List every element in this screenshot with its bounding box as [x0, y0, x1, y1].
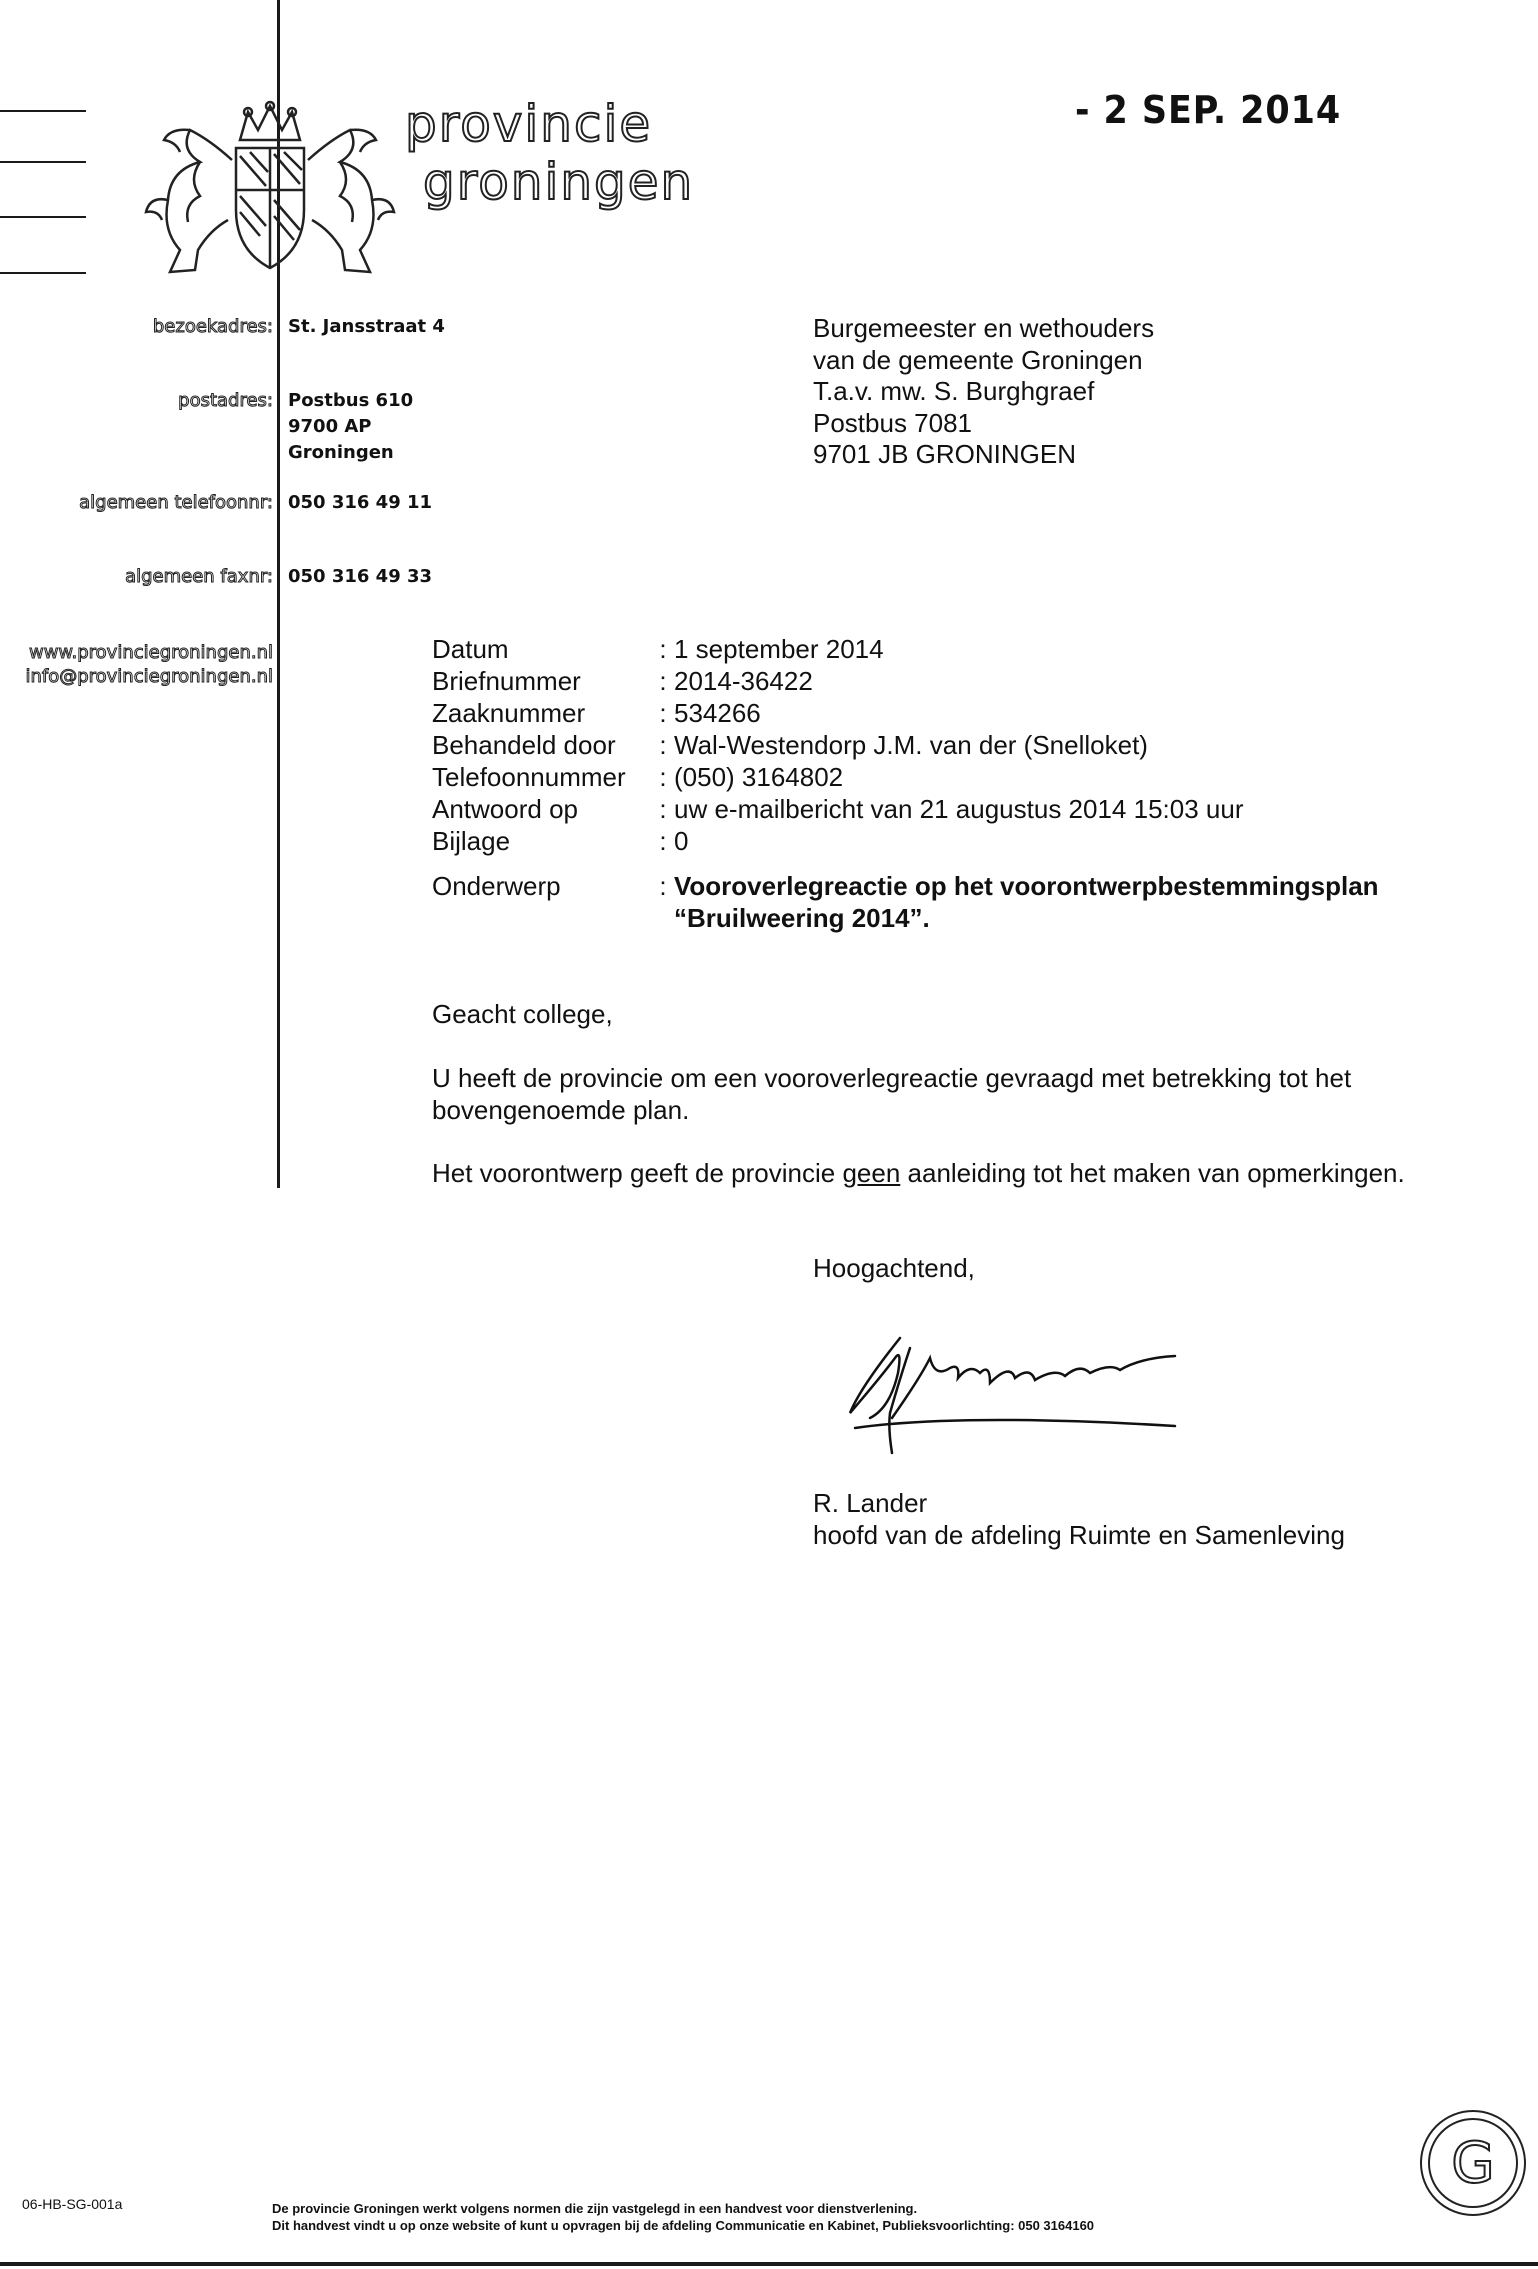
- phone-number: 050 316 49 11: [288, 492, 433, 513]
- subject-line-1: Vooroverlegreactie op het voorontwerpbestemmingsplan: [674, 871, 1379, 901]
- quality-mark-letter: G: [1451, 2131, 1495, 2196]
- meta-value: 0: [674, 826, 689, 856]
- recipient-address: [813, 313, 1154, 471]
- fold-mark: [0, 161, 86, 163]
- postal-line-2: 9700 AP: [288, 416, 372, 437]
- salutation-text: Geacht college,: [432, 999, 613, 1029]
- footer-line-1: De provincie Groningen werkt volgens normen die zijn vastgelegd in een handvest voor dienstverlening.: [272, 2201, 918, 2216]
- subject-line-2: “Bruilweering 2014”.: [674, 903, 930, 933]
- phone-label: algemeen telefoonnr:: [79, 492, 273, 513]
- recipient-line-4: Postbus 7081: [813, 407, 973, 438]
- meta-label: Zaaknummer: [432, 698, 586, 728]
- visit-address-label: bezoekadres:: [152, 316, 273, 337]
- meta-separator: :: [659, 871, 667, 901]
- meta-row: [432, 761, 1243, 793]
- coat-of-arms-icon: [140, 100, 400, 280]
- closing: [813, 1252, 975, 1284]
- meta-label: Antwoord op: [432, 794, 578, 824]
- meta-label: Behandeld door: [432, 730, 616, 760]
- meta-row: [432, 633, 1243, 665]
- meta-value: Wal-Westendorp J.M. van der (Snelloket): [674, 730, 1148, 760]
- signer-title: hoofd van de afdeling Ruimte en Samenleving: [813, 1520, 1345, 1550]
- recipient-line-1: Burgemeester en wethouders: [813, 313, 1155, 343]
- fax-value: [288, 564, 432, 590]
- meta-separator: :: [659, 794, 667, 824]
- footer-line-2: Dit handvest vindt u op onze website of kunt u opvragen bij de afdeling Communicatie en Kabinet, Publieksvoorlichting: 050 3164160: [272, 2218, 1095, 2233]
- paragraph-1: [432, 1062, 1412, 1126]
- visit-address-value: [288, 314, 445, 340]
- received-date-stamp: - 2 SEP. 2014: [1075, 88, 1342, 132]
- phone-value: [288, 490, 432, 516]
- paragraph-1-text: U heeft de provincie om een vooroverlegreactie gevraagd met betrekking tot het bovengenoemde plan.: [432, 1063, 1352, 1125]
- fold-mark: [0, 216, 86, 218]
- meta-value: (050) 3164802: [674, 762, 844, 792]
- meta-value: 1 september 2014: [674, 634, 884, 664]
- letter-meta-table: [432, 633, 1243, 857]
- recipient-line-5: 9701 JB GRONINGEN: [813, 439, 1076, 469]
- subject-label: Onderwerp: [432, 871, 561, 901]
- quality-mark-icon: [1418, 2108, 1528, 2218]
- meta-row: [432, 825, 1243, 857]
- fold-mark: [0, 110, 86, 112]
- meta-value: uw e-mailbericht van 21 augustus 2014 15:03 uur: [674, 794, 1244, 824]
- footer-note: [272, 2200, 1094, 2234]
- paragraph-2: [432, 1157, 1412, 1189]
- postal-line-3: Groningen: [288, 442, 394, 463]
- brand-wordmark: [405, 95, 694, 211]
- signer-block: [813, 1487, 1345, 1551]
- meta-row: [432, 665, 1243, 697]
- paragraph-2-start: Het voorontwerp geeft de provincie: [432, 1158, 843, 1188]
- fold-mark: [0, 272, 86, 274]
- handwritten-signature: [840, 1318, 1200, 1468]
- postal-address-value: [288, 388, 413, 466]
- brand-line-1: provincie: [405, 95, 653, 153]
- signer-name: R. Lander: [813, 1488, 928, 1518]
- meta-label: Datum: [432, 634, 509, 664]
- fax-number: 050 316 49 33: [288, 566, 433, 587]
- meta-row: [432, 793, 1243, 825]
- meta-label: Bijlage: [432, 826, 511, 856]
- form-code: 06-HB-SG-001a: [22, 2196, 123, 2212]
- meta-value: 534266: [674, 698, 761, 728]
- postal-line-1: Postbus 610: [288, 390, 414, 411]
- recipient-line-3: T.a.v. mw. S. Burghgraef: [813, 376, 1095, 406]
- meta-separator: :: [659, 634, 667, 664]
- meta-label: Telefoonnummer: [432, 762, 626, 792]
- meta-separator: :: [659, 762, 667, 792]
- subject-value: [674, 870, 1379, 934]
- meta-value: 2014-36422: [674, 666, 813, 696]
- meta-separator: :: [659, 730, 667, 760]
- paragraph-2-text: [432, 1157, 1412, 1189]
- meta-separator: :: [659, 666, 667, 696]
- brand-line-2: groningen: [423, 153, 695, 211]
- closing-text: Hoogachtend,: [813, 1253, 975, 1283]
- visit-address-line: St. Jansstraat 4: [288, 316, 445, 337]
- website-link[interactable]: www.provinciegroningen.nl: [28, 642, 273, 663]
- recipient-line-2: van de gemeente Groningen: [813, 344, 1143, 375]
- meta-label: Briefnummer: [432, 666, 581, 696]
- salutation: [432, 998, 1412, 1030]
- paragraph-2-emphasis: geen: [842, 1158, 901, 1188]
- meta-separator: :: [659, 826, 667, 856]
- paragraph-2-end: aanleiding tot het maken van opmerkingen.: [900, 1158, 1405, 1188]
- fax-label: algemeen faxnr:: [125, 566, 273, 587]
- email-link[interactable]: info@provinciegroningen.nl: [25, 666, 273, 687]
- meta-separator: :: [659, 698, 667, 728]
- bottom-rule: [0, 2262, 1538, 2266]
- subject-row: [432, 870, 1379, 934]
- meta-row: [432, 729, 1243, 761]
- postal-address-label: postadres:: [178, 390, 273, 411]
- meta-row: [432, 697, 1243, 729]
